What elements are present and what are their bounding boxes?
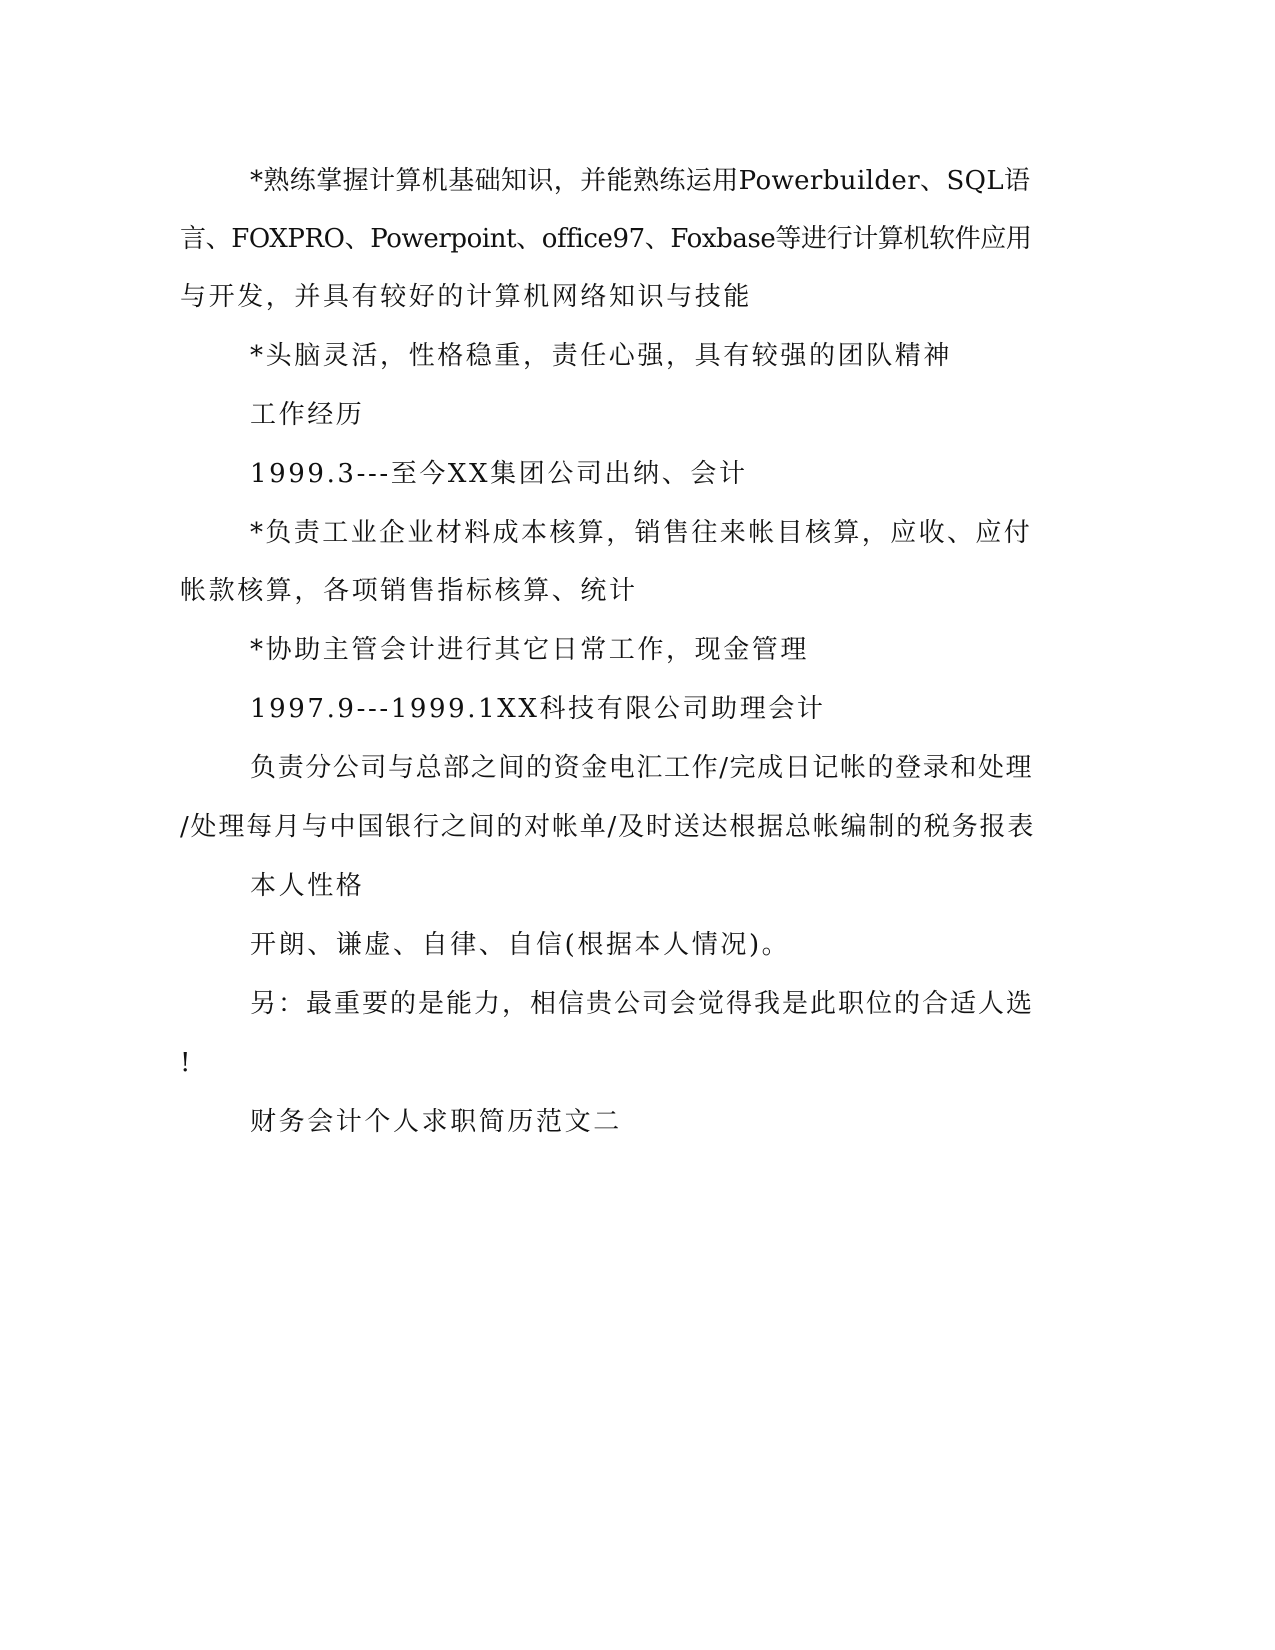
next-section-title: 财务会计个人求职简历范文二	[250, 1107, 622, 1137]
job-1-duty-2: *协助主管会计进行其它日常工作，现金管理	[250, 635, 810, 665]
job-2-duty-line-2: /处理每月与中国银行之间的对帐单/及时送达根据总帐编制的税务报表	[180, 812, 1036, 842]
work-experience-heading: 工作经历	[250, 400, 365, 430]
personality-text: 开朗、谦虚、自律、自信(根据本人情况)。	[250, 930, 791, 960]
job-1-duty-1-line-2: 帐款核算，各项销售指标核算、统计	[180, 576, 638, 606]
job-2-duty-line-1: 负责分公司与总部之间的资金电汇工作/完成日记帐的登录和处理	[250, 753, 1034, 783]
personality-heading: 本人性格	[250, 871, 365, 901]
closing-line-2: !	[180, 1048, 194, 1078]
skills-computer-line-3: 与开发，并具有较好的计算机网络知识与技能	[180, 282, 753, 312]
job-1-title: 1999.3---至今XX集团公司出纳、会计	[250, 459, 748, 489]
skills-computer-line-2: 言、FOXPRO、Powerpoint、office97、Foxbase等进行计算机软件应用	[180, 224, 1032, 254]
skills-computer-line-1: *熟练掌握计算机基础知识，并能熟练运用Powerbuilder、SQL语	[250, 166, 1031, 196]
job-1-duty-1-line-1: *负责工业企业材料成本核算，销售往来帐目核算，应收、应付	[250, 518, 1033, 548]
personality-skill-line: *头脑灵活，性格稳重，责任心强，具有较强的团队精神	[250, 341, 953, 371]
closing-line-1: 另：最重要的是能力，相信贵公司会觉得我是此职位的合适人选	[250, 989, 1035, 1019]
job-2-title: 1997.9---1999.1XX科技有限公司助理会计	[250, 694, 826, 724]
